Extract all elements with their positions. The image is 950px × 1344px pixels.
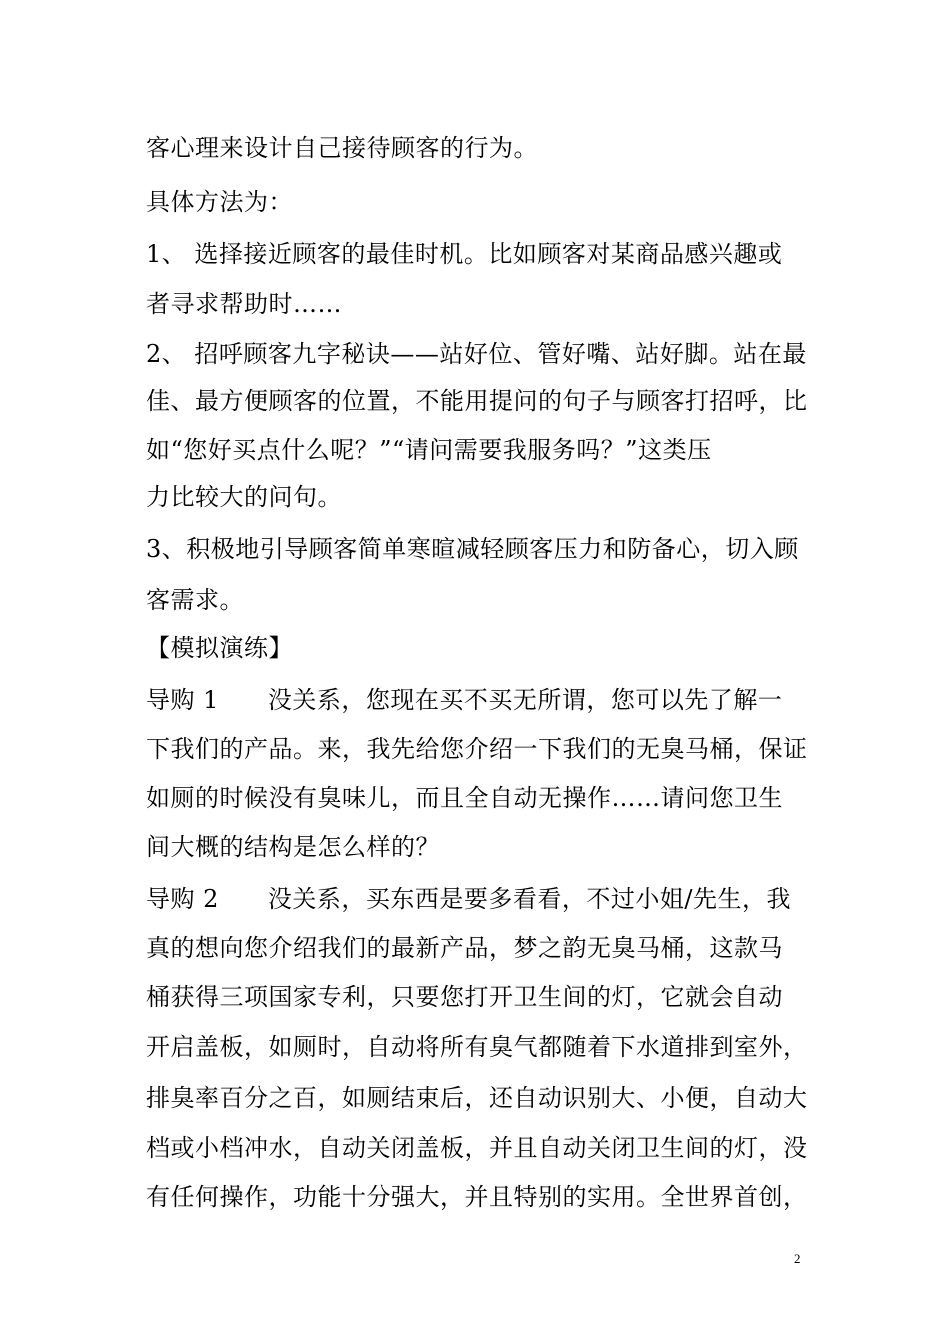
text-line: 2、 招呼顾客九字秘诀——站好位、管好嘴、站好脚。站在最: [146, 340, 807, 368]
section-heading: 【模拟演练】: [146, 634, 293, 662]
text-line: 下我们的产品。来，我先给您介绍一下我们的无臭马桶，保证: [146, 735, 808, 763]
text-line: 如厕的时候没有臭味儿，而且全自动无操作……请问您卫生: [146, 784, 783, 812]
text-line: 者寻求帮助时……: [146, 290, 342, 318]
text-line: 有任何操作，功能十分强大，并且特别的实用。全世界首创，: [146, 1183, 808, 1211]
text-line: 佳、最方便顾客的位置，不能用提问的句子与顾客打招呼，比: [146, 387, 808, 415]
text-line: 导购 2 没关系，买东西是要多看看，不过小姐/先生，我: [146, 885, 791, 913]
text-line: 力比较大的问句。: [146, 483, 342, 511]
text-line: 导购 1 没关系，您现在买不买无所谓，您可以先了解一: [146, 686, 783, 714]
text-line: 3、积极地引导顾客简单寒暄减轻顾客压力和防备心，切入顾: [146, 535, 799, 563]
page-number: 2: [794, 1251, 801, 1266]
text-line: 具体方法为：: [146, 188, 293, 216]
text-line: 真的想向您介绍我们的最新产品，梦之韵无臭马桶，这款马: [146, 934, 783, 962]
text-line: 客心理来设计自己接待顾客的行为。: [146, 134, 538, 162]
text-line: 开启盖板，如厕时，自动将所有臭气都随着下水道排到室外，: [146, 1033, 808, 1061]
text-line: 排臭率百分之百，如厕结束后，还自动识别大、小便，自动大: [146, 1084, 808, 1112]
text-line: 间大概的结构是怎么样的？: [146, 833, 440, 861]
text-line: 桶获得三项国家专利，只要您打开卫生间的灯，它就会自动: [146, 983, 783, 1011]
text-line: 1、 选择接近顾客的最佳时机。比如顾客对某商品感兴趣或: [146, 240, 783, 268]
text-line: 档或小档冲水，自动关闭盖板，并且自动关闭卫生间的灯，没: [146, 1134, 808, 1162]
text-line: 客需求。: [146, 586, 244, 614]
text-line: 如“您好买点什么呢？”“请问需要我服务吗？”这类压: [146, 436, 712, 464]
